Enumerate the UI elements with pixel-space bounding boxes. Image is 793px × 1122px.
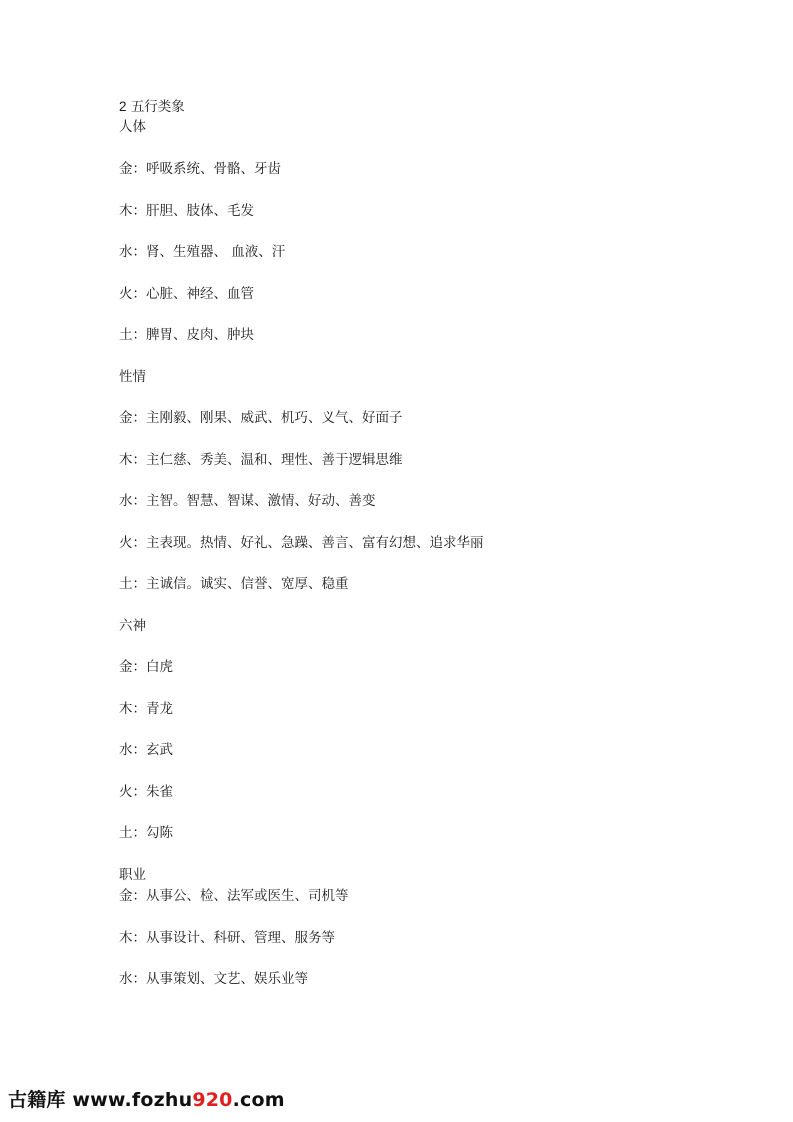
entry-body-metal: 金：呼吸系统、骨骼、牙齿	[119, 161, 281, 177]
section-title-text: 五行类象	[130, 99, 185, 115]
entry-body-earth: 土：脾胃、皮肉、肿块	[119, 327, 254, 343]
entry-occupation-water: 水：从事策划、文艺、娱乐业等	[119, 971, 308, 987]
entry-temperament-metal: 金：主刚毅、刚果、威武、机巧、义气、好面子	[119, 410, 403, 426]
entry-spirit-water: 水：玄武	[119, 742, 173, 758]
subsection-heading-occupation: 职业	[119, 867, 146, 883]
entry-temperament-earth: 土：主诚信。诚实、信誉、宽厚、稳重	[119, 576, 349, 592]
entry-occupation-wood: 木：从事设计、科研、管理、服务等	[119, 930, 335, 946]
entry-body-wood: 木：肝胆、肢体、毛发	[119, 203, 254, 219]
watermark-suffix: .com	[232, 1089, 285, 1111]
section-title	[119, 98, 185, 116]
entry-spirit-metal: 金：白虎	[119, 659, 173, 675]
entry-occupation-metal: 金：从事公、检、法军或医生、司机等	[119, 888, 349, 904]
section-number: 2	[119, 99, 127, 114]
entry-spirit-wood: 木：青龙	[119, 701, 173, 717]
subsection-heading-six-spirits: 六神	[119, 618, 146, 634]
site-watermark	[8, 1086, 285, 1114]
watermark-prefix: 古籍库 www.fozhu	[8, 1089, 193, 1111]
entry-spirit-fire: 火：朱雀	[119, 784, 173, 800]
watermark-accent: 920	[192, 1089, 233, 1111]
subsection-heading-body: 人体	[119, 119, 146, 135]
entry-spirit-earth: 土：勾陈	[119, 825, 173, 841]
entry-body-fire: 火：心脏、神经、血管	[119, 286, 254, 302]
entry-temperament-water: 水：主智。智慧、智谋、激情、好动、善变	[119, 493, 376, 509]
entry-body-water: 水：肾、生殖器、 血液、汗	[119, 244, 286, 260]
entry-temperament-fire: 火：主表现。热情、好礼、急躁、善言、富有幻想、追求华丽	[119, 535, 484, 551]
entry-temperament-wood: 木：主仁慈、秀美、温和、理性、善于逻辑思维	[119, 452, 403, 468]
subsection-heading-temperament: 性情	[119, 369, 146, 385]
